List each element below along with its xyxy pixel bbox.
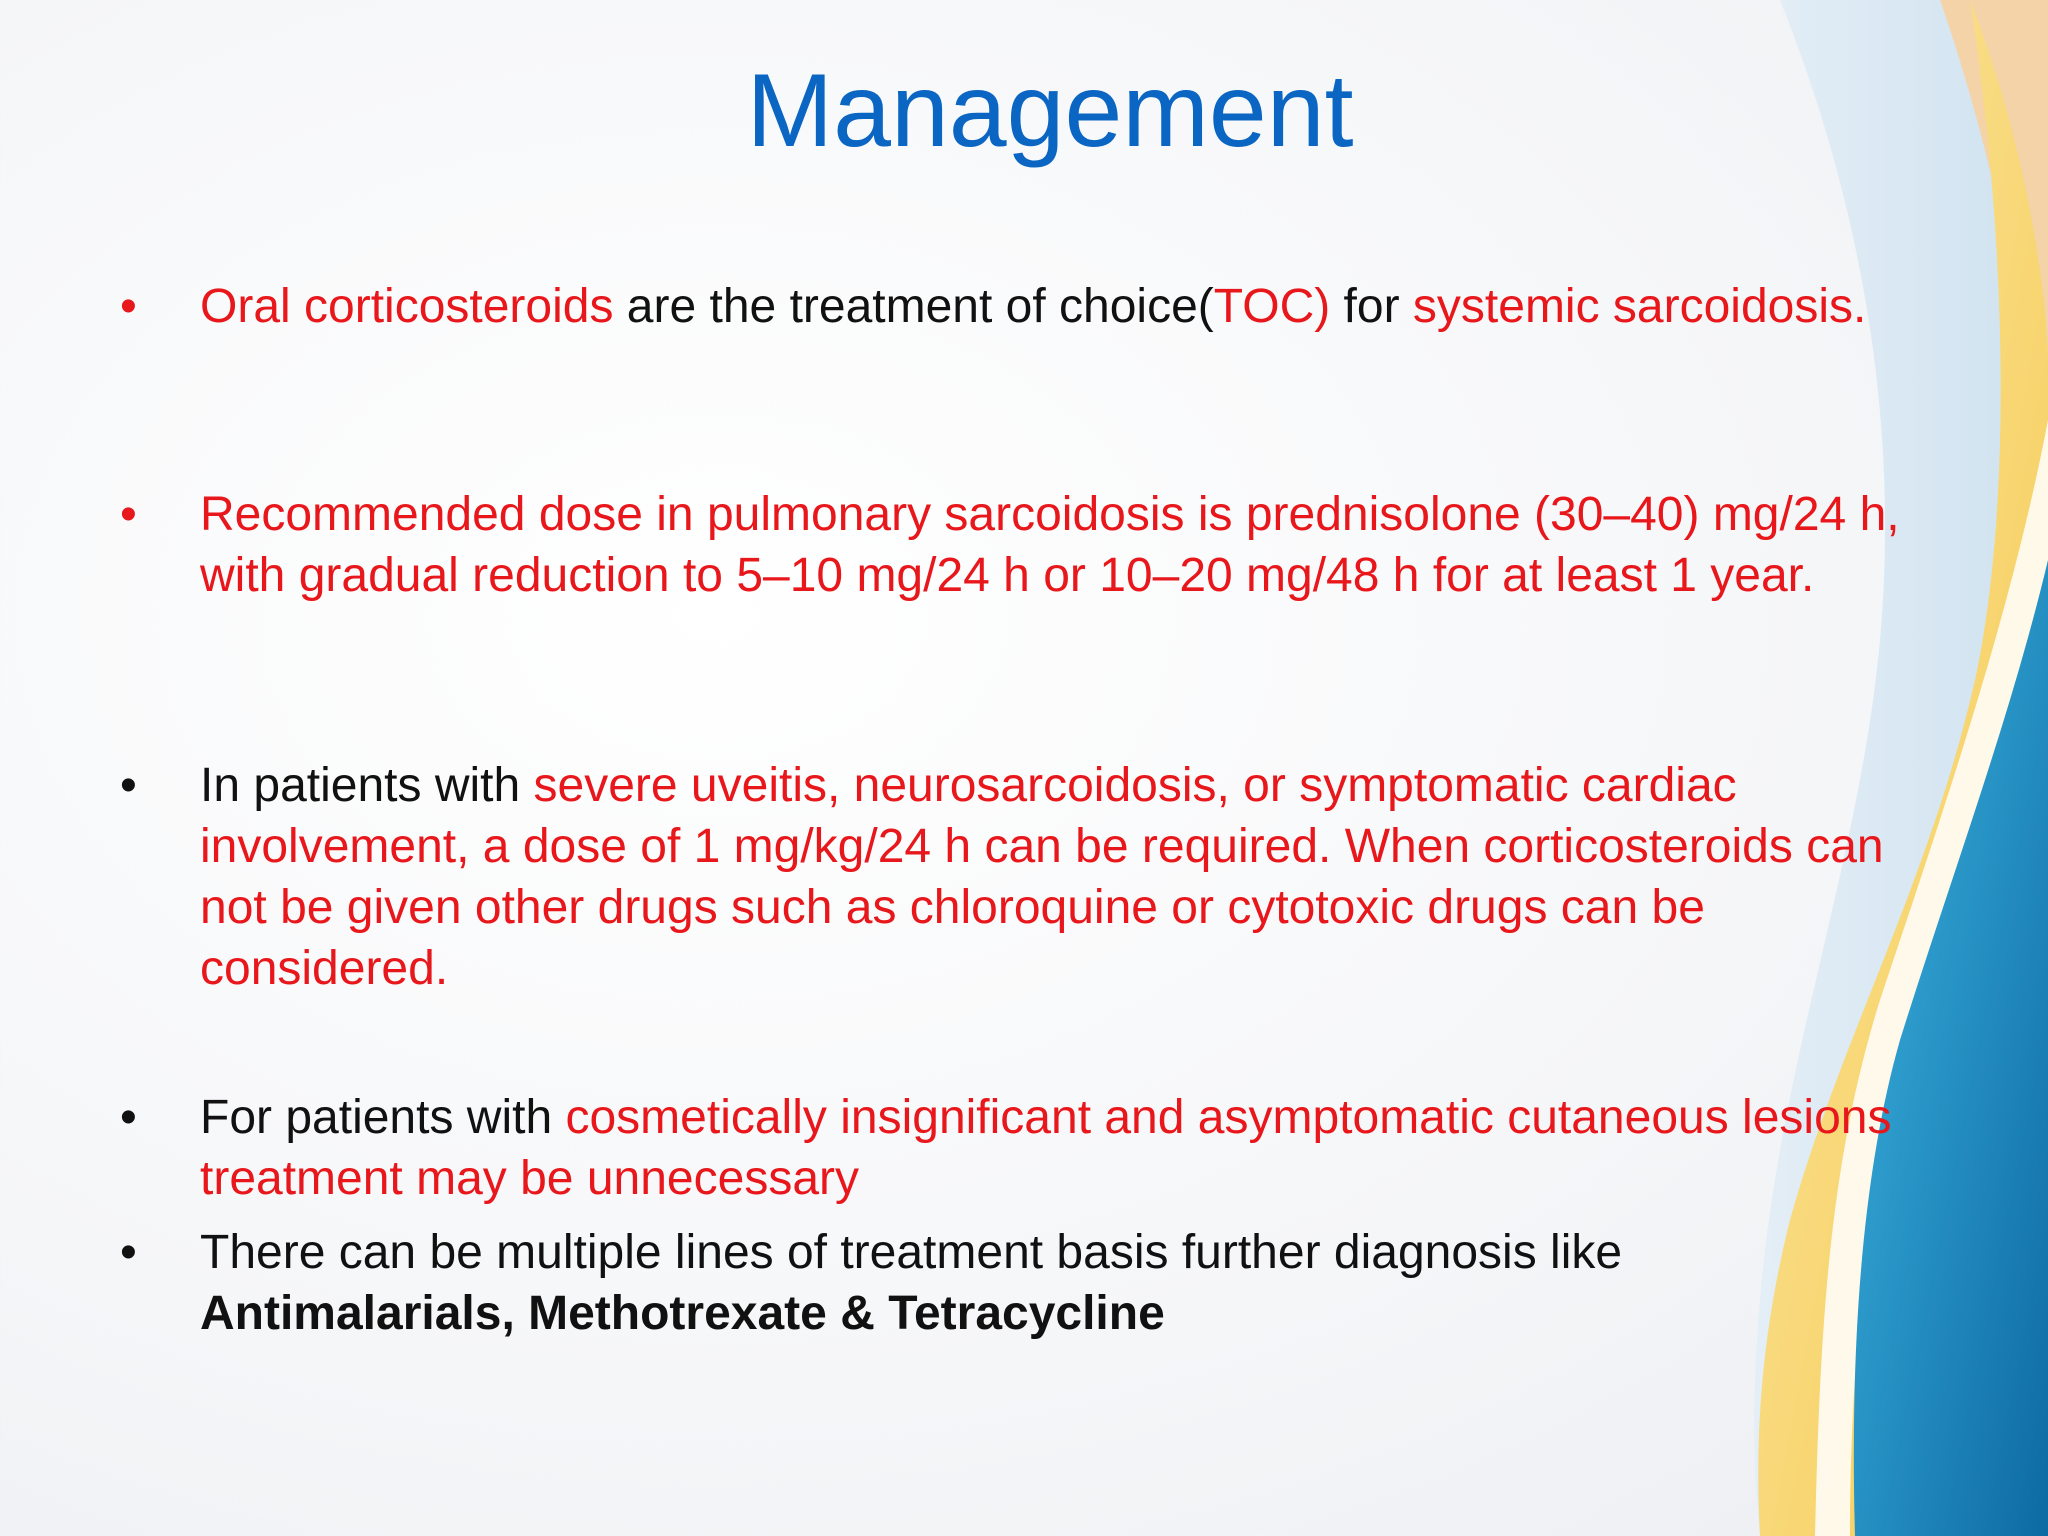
text-normal: for — [1330, 280, 1413, 333]
bullet-marker: • — [120, 759, 137, 812]
bullet-text — [200, 755, 1930, 999]
bullet-text — [200, 484, 1930, 606]
bullet-marker: • — [120, 280, 137, 333]
text-highlight: Oral corticosteroids — [200, 280, 614, 333]
slide-title: Management — [746, 53, 1354, 169]
text-highlight: TOC) — [1213, 280, 1331, 333]
text-normal: In patients with — [200, 759, 534, 812]
text-normal: There can be multiple lines of treatment basis further diagnosis like — [200, 1226, 1623, 1279]
bullet-marker: • — [120, 488, 137, 541]
text-highlight: cosmetically insignificant and asymptomatic cutaneous lesions treatment may be unnecessary — [200, 1091, 1892, 1205]
text-highlight: severe uveitis, neurosarcoidosis, or symptomatic cardiac involvement, a dose of 1 mg/kg/24 h can be required. When corticosteroids can not be given other drugs such as chloroquine or cytotoxic drugs can be considered. — [200, 759, 1884, 995]
text-bold: Antimalarials, Methotrexate & Tetracycline — [200, 1287, 1165, 1340]
text-highlight: Recommended dose in pulmonary sarcoidosis is prednisolone (30–40) mg/24 h, with gradual reduction to 5–10 mg/24 h or 10–20 mg/48 h for at least 1 year. — [200, 488, 1900, 602]
bullet-text — [200, 1222, 1930, 1344]
text-normal: For patients with — [200, 1091, 566, 1144]
bullet-text — [200, 1087, 1930, 1209]
text-highlight: systemic sarcoidosis. — [1412, 280, 1867, 333]
bullet-marker: • — [120, 1091, 137, 1144]
text-normal: are the treatment of choice( — [613, 280, 1214, 333]
bullet-marker: • — [120, 1226, 137, 1279]
bullet-text — [200, 276, 1930, 337]
